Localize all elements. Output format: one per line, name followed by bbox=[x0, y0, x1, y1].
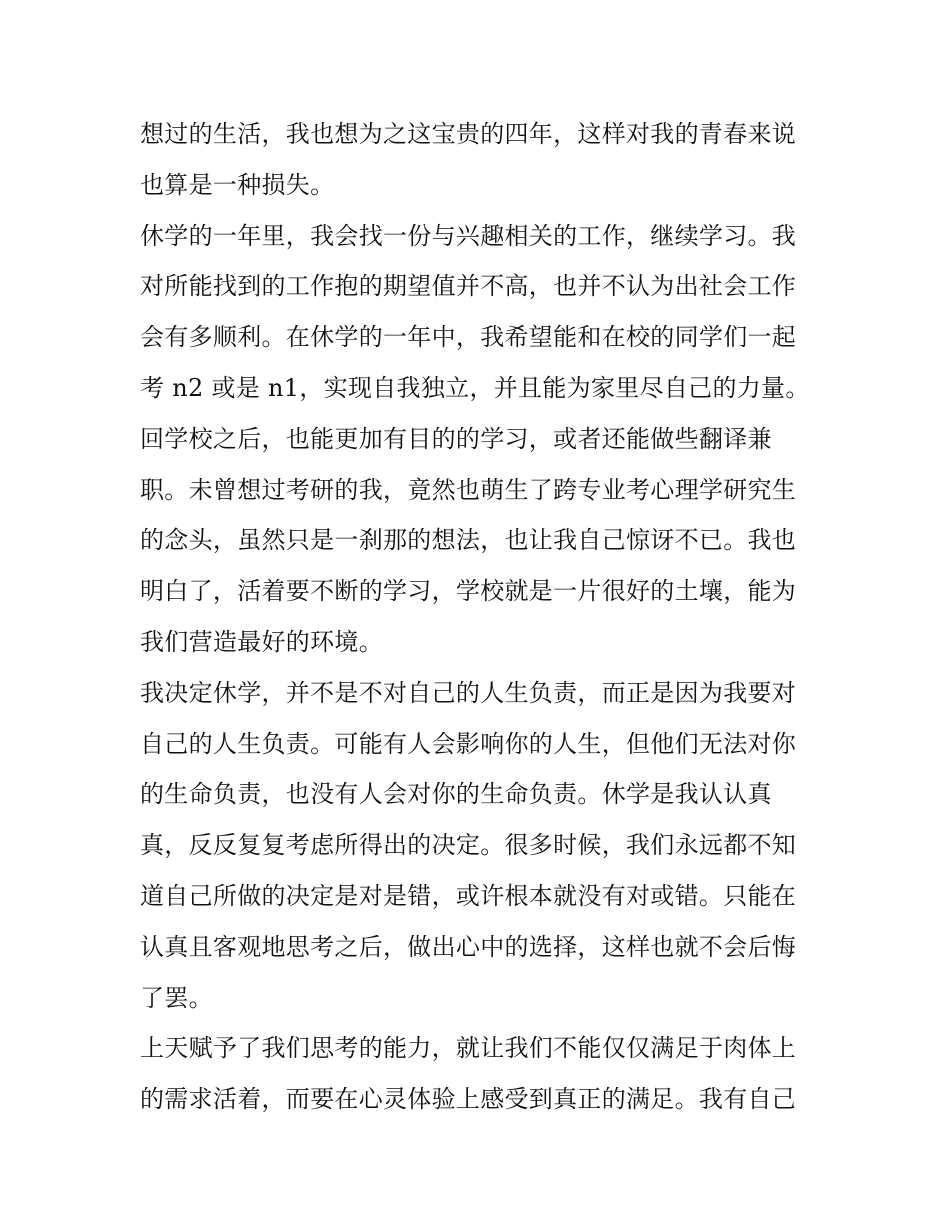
text-line: 我决定休学，并不是不对自己的人生负责，而正是因为我要对 bbox=[140, 678, 797, 707]
text-line: 考 n2 或是 n1，实现自我独立，并且能为家里尽自己的力量。 bbox=[140, 373, 810, 402]
text-line: 我们营造最好的环境。 bbox=[140, 627, 383, 656]
text-line: 回学校之后，也能更加有目的的学习，或者还能做些翻译兼 bbox=[140, 424, 772, 453]
text-line: 上天赋予了我们思考的能力，就让我们不能仅仅满足于肉体上 bbox=[140, 1034, 797, 1063]
text-line: 也算是一种损失。 bbox=[140, 170, 335, 199]
text-line: 自己的人生负责。可能有人会影响你的人生，但他们无法对你 bbox=[140, 729, 797, 758]
text-line: 道自己所做的决定是对是错，或许根本就没有对或错。只能在 bbox=[140, 881, 797, 910]
text-line: 的需求活着，而要在心灵体验上感受到真正的满足。我有自己 bbox=[140, 1085, 797, 1114]
text-line: 职。未曾想过考研的我，竟然也萌生了跨专业考心理学研究生 bbox=[140, 475, 797, 504]
text-line: 明白了，活着要不断的学习，学校就是一片很好的土壤，能为 bbox=[140, 577, 797, 606]
text-line: 对所能找到的工作抱的期望值并不高，也并不认为出社会工作 bbox=[140, 272, 797, 301]
text-line: 想过的生活，我也想为之这宝贵的四年，这样对我的青春来说 bbox=[140, 120, 797, 148]
text-line: 的念头，虽然只是一刹那的想法，也让我自己惊讶不已。我也 bbox=[140, 526, 797, 555]
text-line: 会有多顺利。在休学的一年中，我希望能和在校的同学们一起 bbox=[140, 323, 797, 352]
text-line: 认真且客观地思考之后，做出心中的选择，这样也就不会后悔 bbox=[140, 932, 797, 961]
text-line: 休学的一年里，我会找一份与兴趣相关的工作，继续学习。我 bbox=[140, 221, 797, 250]
text-line: 的生命负责，也没有人会对你的生命负责。休学是我认认真 bbox=[140, 780, 772, 809]
text-line: 真，反反复复考虑所得出的决定。很多时候，我们永远都不知 bbox=[140, 831, 797, 860]
text-line: 了罢。 bbox=[140, 983, 213, 1012]
body-text bbox=[140, 109, 820, 1125]
